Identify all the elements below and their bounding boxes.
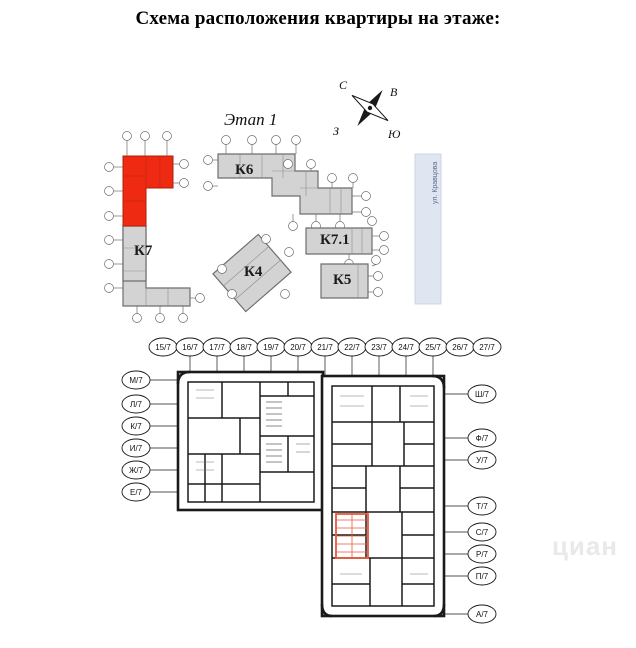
axis-right-1: Ф/7 [475, 434, 489, 443]
axis-left-4: Ж/7 [128, 466, 144, 475]
wing-right-outline [322, 376, 444, 616]
axis-bubbles-left [122, 371, 150, 501]
building-k7-highlight [123, 156, 173, 226]
floor-plan-svg [0, 326, 636, 648]
block-label-k4: К4 [244, 264, 263, 280]
compass-south: Ю [388, 127, 401, 141]
axis-top-11: 26/7 [452, 343, 468, 352]
compass-rose [349, 87, 391, 129]
block-label-k5: К5 [333, 272, 352, 288]
floor-plan [0, 326, 636, 648]
axis-top-0: 15/7 [155, 343, 171, 352]
axis-top-2: 17/7 [209, 343, 225, 352]
axis-right-7: А/7 [475, 610, 488, 619]
axis-left-3: И/7 [129, 444, 143, 453]
axis-top-12: 27/7 [479, 343, 495, 352]
axis-top-3: 18/7 [236, 343, 252, 352]
axis-top-5: 20/7 [290, 343, 306, 352]
axis-top-7: 22/7 [344, 343, 360, 352]
axis-top-9: 24/7 [398, 343, 414, 352]
block-label-k71: К7.1 [320, 232, 350, 248]
axis-right-2: У/7 [476, 456, 488, 465]
axis-leaders-left [150, 380, 178, 492]
block-label-k6: К6 [235, 162, 254, 178]
axis-top-8: 23/7 [371, 343, 387, 352]
axis-left-2: К/7 [130, 422, 142, 431]
site-plan [0, 36, 636, 326]
compass-north: С [339, 78, 348, 92]
axis-right-6: П/7 [475, 572, 489, 581]
axis-right-5: Р/7 [475, 550, 488, 559]
wing-left-outline [178, 372, 323, 510]
axis-top-4: 19/7 [263, 343, 279, 352]
axis-left-1: Л/7 [130, 400, 142, 409]
axis-top-10: 25/7 [425, 343, 441, 352]
axis-left-5: Е/7 [129, 488, 142, 497]
k5-axis-bubbles [368, 256, 383, 297]
axis-right-0: Ш/7 [474, 390, 489, 399]
block-label-k7: К7 [134, 243, 153, 259]
site-plan-svg [0, 36, 636, 326]
compass-east: В [390, 85, 398, 99]
axis-right-3: Т/7 [476, 502, 488, 511]
axis-top-6: 21/7 [317, 343, 333, 352]
page-title: Схема расположения квартиры на этаже: [135, 8, 501, 29]
watermark: циан [551, 531, 618, 561]
stage-label: Этап 1 [224, 110, 278, 129]
axis-right-4: С/7 [475, 528, 489, 537]
axis-left-0: М/7 [129, 376, 143, 385]
compass-west: З [333, 124, 339, 138]
axis-leaders-right [444, 394, 468, 614]
floor-plan-geometry [122, 338, 501, 623]
axis-top-1: 16/7 [182, 343, 198, 352]
road-label: ул. Кравцова [432, 161, 439, 204]
